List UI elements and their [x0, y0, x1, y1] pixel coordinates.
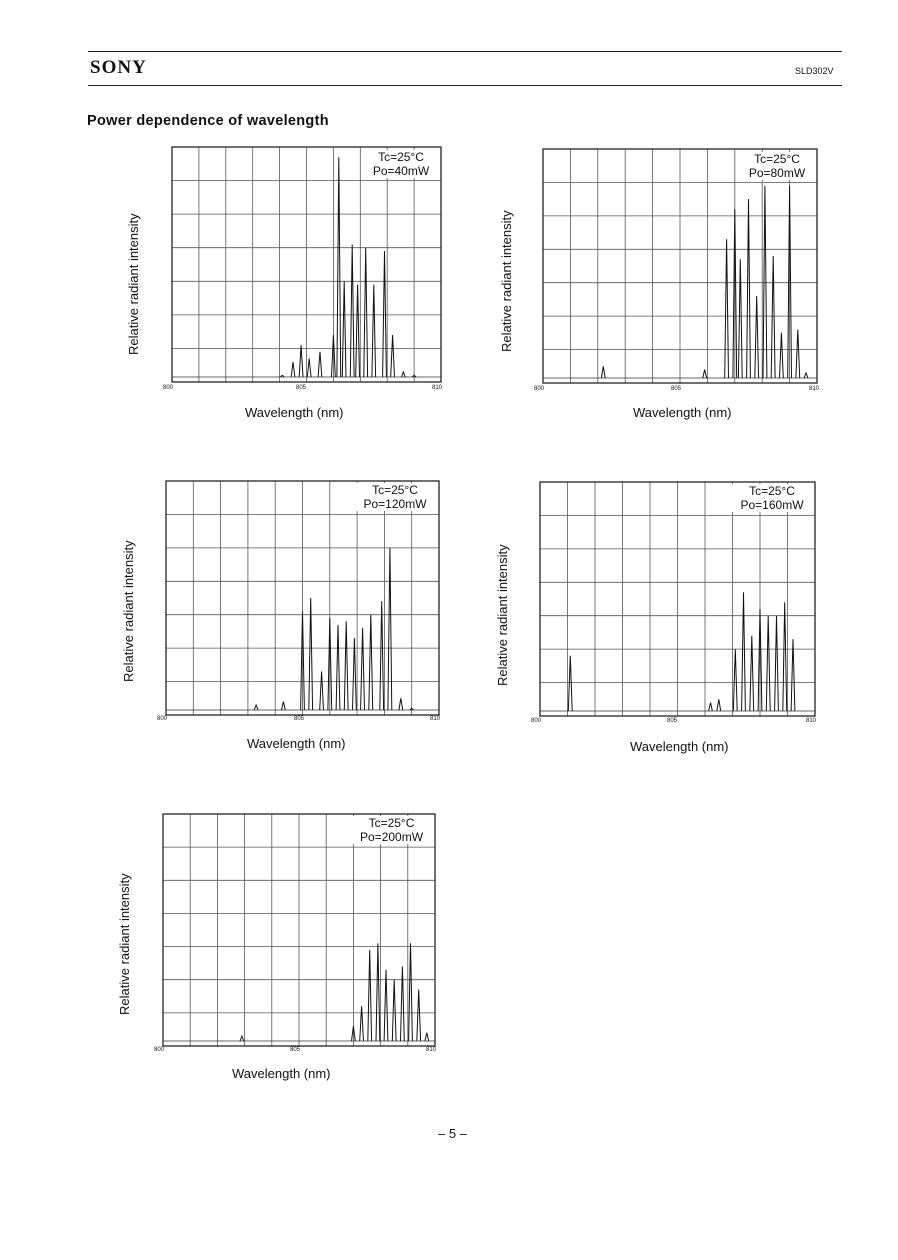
spectrum-peak — [369, 615, 373, 710]
chart-plot-area — [543, 149, 817, 383]
x-tick-805: 805 — [294, 716, 305, 722]
condition-po: Po=200mW — [359, 830, 424, 844]
condition-label — [354, 483, 436, 511]
spectrum-peak — [783, 602, 787, 711]
spectrum-peak — [717, 699, 721, 711]
x-tick-805: 805 — [296, 385, 307, 391]
spectrum-peak — [360, 1006, 364, 1041]
spectrum-peak — [282, 702, 286, 710]
spectrum-peak — [368, 950, 372, 1041]
x-tick-810: 810 — [426, 1047, 437, 1053]
spectrum-peak — [733, 649, 737, 711]
x-tick-810: 810 — [809, 386, 820, 392]
model-number: SLD302V — [795, 66, 834, 76]
header-rule-top — [88, 51, 842, 52]
spectrum-peak — [344, 621, 348, 710]
spectrum-peak — [791, 639, 795, 711]
spectrum-peak — [356, 285, 360, 377]
x-tick-800: 800 — [531, 718, 542, 724]
spectrum-peak — [771, 256, 775, 378]
spectrum-chart-200mw — [163, 814, 435, 1046]
spectrum-peak — [240, 1036, 244, 1041]
spectrum-peak — [384, 970, 388, 1041]
y-axis-label: Relative radiant intensity — [495, 544, 510, 686]
spectrum-peak — [318, 352, 322, 377]
section-title: Power dependence of wavelength — [87, 113, 329, 129]
spectrum-chart-160mw — [540, 482, 815, 716]
spectrum-peak — [703, 370, 707, 378]
spectrum-peak — [383, 251, 387, 377]
spectrum-peak — [336, 625, 340, 710]
spectrum-peak — [568, 656, 572, 711]
y-axis-label: Relative radiant intensity — [117, 873, 132, 1015]
spectrum-peak — [342, 281, 346, 377]
spectrum-peak — [738, 259, 742, 378]
x-axis-label: Wavelength (nm) — [630, 739, 729, 754]
chart-plot-area — [166, 481, 439, 715]
spectrum-peak — [401, 967, 405, 1042]
condition-tc: Tc=25°C — [749, 484, 795, 498]
condition-tc: Tc=25°C — [368, 816, 415, 830]
spectrum-peak — [372, 285, 376, 377]
condition-tc: Tc=25°C — [378, 150, 424, 164]
spectrum-peak — [392, 980, 396, 1041]
x-tick-805: 805 — [667, 718, 678, 724]
condition-po: Po=160mW — [740, 498, 804, 512]
spectrum-peak — [750, 636, 754, 711]
spectrum-peak — [380, 601, 384, 710]
spectrum-peak — [291, 362, 295, 377]
spectrum-peak — [391, 335, 395, 377]
spectrum-peak — [388, 548, 392, 710]
spectrum-peak — [320, 672, 324, 711]
x-tick-810: 810 — [806, 718, 817, 724]
x-tick-800: 800 — [154, 1047, 165, 1053]
spectrum-peak — [350, 244, 354, 377]
spectrum-peak — [399, 698, 403, 710]
header-rule-bottom — [88, 85, 842, 86]
spectrum-peak — [307, 359, 311, 378]
x-tick-810: 810 — [432, 385, 443, 391]
brand-logo: SONY — [90, 57, 147, 78]
spectrum-peak — [796, 330, 800, 379]
x-tick-810: 810 — [430, 716, 441, 722]
chart-plot-area — [540, 482, 815, 716]
spectrum-peak — [766, 616, 770, 711]
condition-label — [739, 152, 815, 180]
x-tick-800: 800 — [163, 385, 174, 391]
page-number: – 5 – — [438, 1126, 467, 1141]
spectrum-chart-40mw — [172, 147, 441, 382]
spectrum-peak — [775, 616, 779, 711]
y-axis-label: Relative radiant intensity — [126, 213, 141, 355]
spectrum-peak — [254, 705, 258, 710]
spectrum-peak — [709, 703, 713, 711]
spectrum-peak — [747, 199, 751, 378]
x-axis-label: Wavelength (nm) — [245, 405, 344, 420]
x-axis-label: Wavelength (nm) — [232, 1066, 331, 1081]
spectrum-peak — [353, 638, 357, 710]
condition-label — [730, 484, 814, 512]
x-tick-805: 805 — [671, 386, 682, 392]
chart-plot-area — [172, 147, 441, 382]
x-tick-800: 800 — [157, 716, 168, 722]
spectrum-peak — [804, 373, 808, 378]
y-axis-label: Relative radiant intensity — [499, 210, 514, 352]
spectrum-peak — [376, 943, 380, 1041]
spectrum-peak — [742, 592, 746, 711]
spectrum-peak — [763, 186, 767, 378]
condition-po: Po=40mW — [372, 164, 430, 178]
condition-po: Po=120mW — [363, 497, 427, 511]
spectrum-peak — [409, 943, 413, 1041]
condition-tc: Tc=25°C — [372, 483, 418, 497]
condition-label — [350, 816, 433, 844]
spectrum-peak — [601, 366, 605, 378]
spectrum-peak — [780, 333, 784, 378]
spectrum-peak — [755, 296, 759, 378]
spectrum-peak — [337, 157, 341, 377]
spectrum-peak — [402, 372, 406, 377]
spectrum-peak — [364, 248, 368, 377]
condition-label — [364, 150, 438, 178]
y-axis-label: Relative radiant intensity — [121, 540, 136, 682]
condition-po: Po=80mW — [748, 166, 806, 180]
condition-tc: Tc=25°C — [754, 152, 800, 166]
spectrum-peak — [361, 628, 365, 710]
spectrum-peak — [425, 1033, 429, 1041]
spectrum-chart-120mw — [166, 481, 439, 715]
x-axis-label: Wavelength (nm) — [633, 405, 732, 420]
x-tick-800: 800 — [534, 386, 545, 392]
spectrum-peak — [417, 990, 421, 1041]
spectrum-peak — [299, 345, 303, 377]
chart-plot-area — [163, 814, 435, 1046]
spectrum-chart-80mw — [543, 149, 817, 383]
spectrum-peak — [725, 239, 729, 378]
x-axis-label: Wavelength (nm) — [247, 736, 346, 751]
x-tick-805: 805 — [290, 1047, 301, 1053]
